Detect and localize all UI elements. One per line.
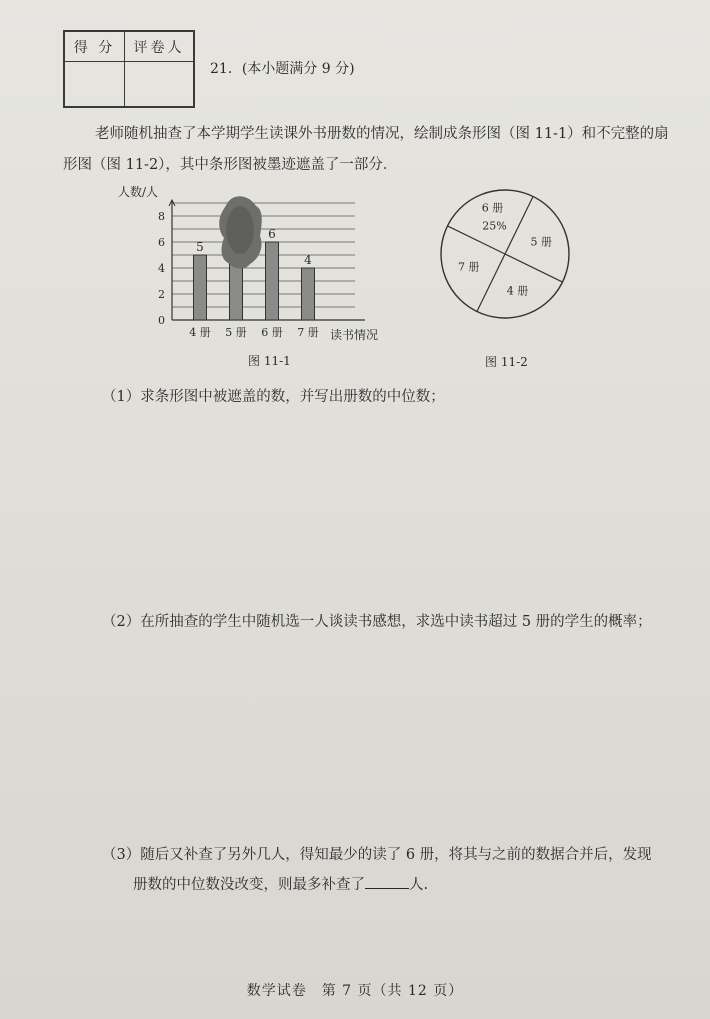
bar-category-label: 5 册 (225, 326, 247, 339)
pie-slice-label: 5 册 (530, 235, 553, 249)
sub-question-3-tail: 人. (409, 877, 429, 893)
sub-question-3-line2 (133, 873, 428, 894)
bar-data-label: 4 (304, 253, 312, 267)
pie-slice-label: 7 册 (457, 260, 480, 274)
bar-data-label: 6 (268, 227, 276, 241)
question-intro: 老师随机抽查了本学期学生读课外书册数的情况，绘制成条形图（图 11-1）和不完整的扇形图（图 11-2），其中条形图被墨迹遮盖了一部分． (63, 126, 669, 173)
ink-blot (219, 196, 262, 268)
bar-y-axis-label: 人数/人 (118, 185, 159, 199)
score-table (63, 30, 195, 108)
bar-chart (110, 180, 400, 345)
score-header: 得 分 (65, 32, 125, 62)
pie-slice-label: 4 册 (506, 284, 529, 298)
bar-y-tick-label: 2 (158, 288, 165, 301)
bar (266, 242, 279, 320)
sub-question-1: （1）求条形图中被遮盖的数，并写出册数的中位数； (102, 389, 445, 405)
bar-x-axis-label: 读书情况 (330, 328, 379, 342)
pie-slice-label: 6 册 (481, 201, 504, 215)
sub-question-3-line1: （3）随后又补查了另外几人，得知最少的读了 6 册，将其与之前的数据合并后，发现 (102, 847, 652, 863)
bar-category-label: 4 册 (189, 326, 211, 339)
pie-slice-boundary (477, 254, 505, 312)
bar-y-tick-label: 0 (158, 314, 165, 327)
grader-header: 评卷人 (125, 32, 193, 62)
bar-y-tick-label: 8 (158, 210, 165, 223)
bar-chart-caption: 图 11-1 (248, 354, 291, 368)
score-cell[interactable] (65, 62, 125, 106)
bar (194, 255, 207, 320)
answer-blank[interactable] (365, 874, 409, 889)
pie-slice-boundary (505, 254, 563, 282)
grader-cell[interactable] (125, 62, 193, 106)
page-footer: 数学试卷 第 7 页（共 12 页） (246, 983, 464, 999)
bar-data-label: 5 (196, 240, 204, 254)
bar-y-tick-label: 4 (158, 262, 165, 275)
pie-slice-percent: 25% (482, 219, 507, 233)
bar (302, 268, 315, 320)
pie-chart-caption: 图 11-2 (485, 355, 528, 369)
bar-y-tick-label: 6 (158, 236, 165, 249)
question-number: 21．(本小题满分 9 分) (210, 61, 355, 77)
sub-question-3-text: 册数的中位数没改变，则最多补查了 (133, 877, 365, 893)
pie-slice-boundary (505, 196, 533, 254)
bar-category-label: 7 册 (297, 326, 319, 339)
bar-category-label: 6 册 (261, 326, 283, 339)
pie-chart (435, 184, 585, 334)
sub-question-2: （2）在所抽查的学生中随机选一人谈读书感想，求选中读书超过 5 册的学生的概率； (102, 614, 652, 630)
